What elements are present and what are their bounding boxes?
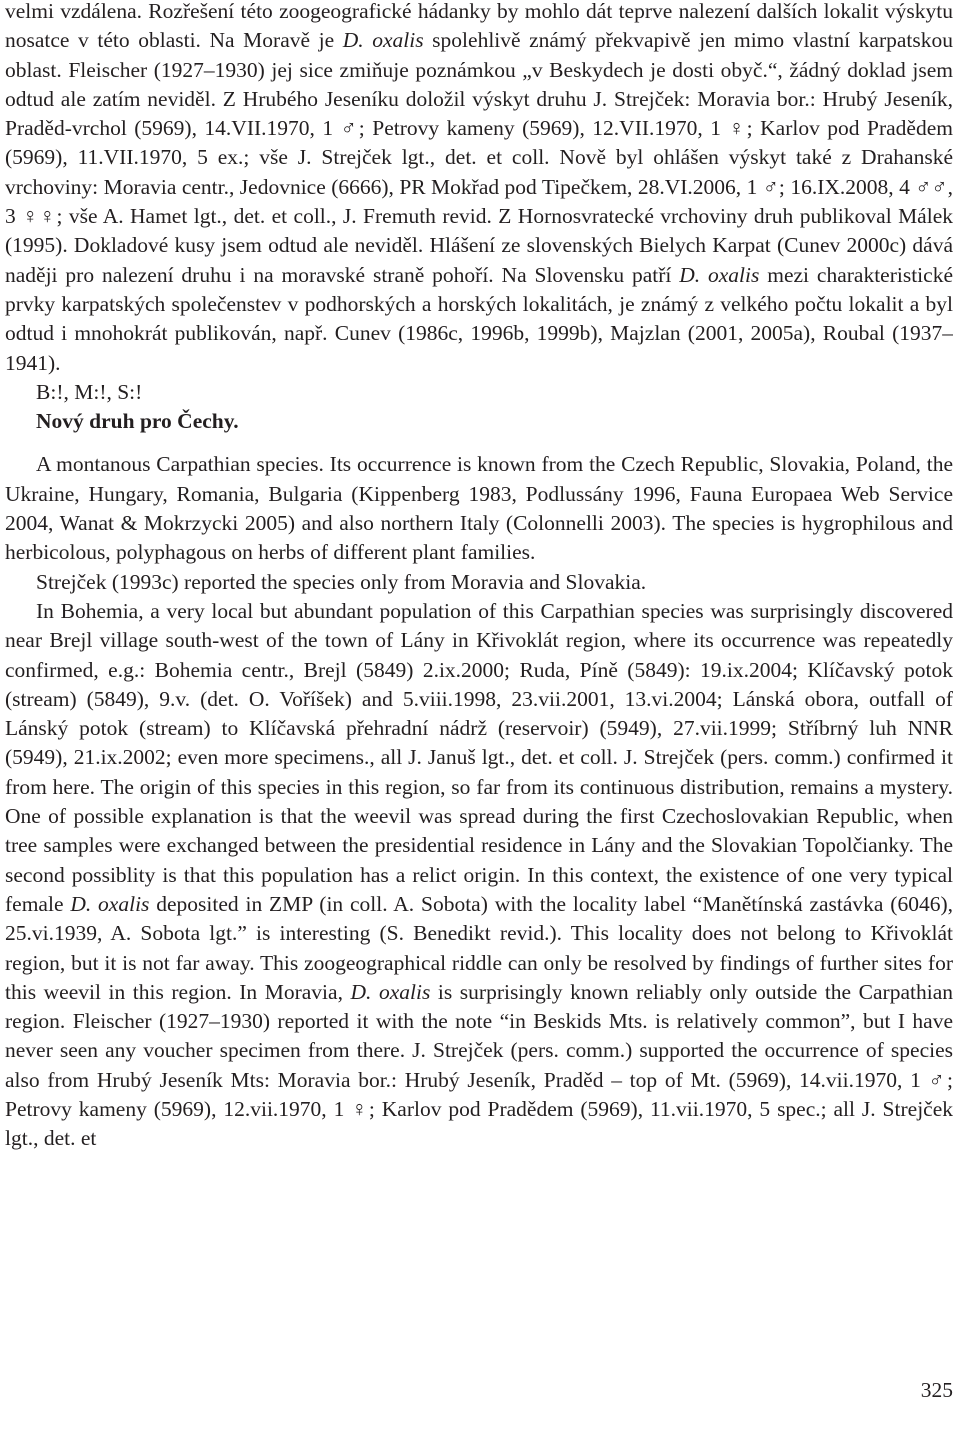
species-name: D. oxalis — [679, 262, 760, 287]
page — [5, 0, 953, 1440]
distribution-code: B:!, M:!, S:! — [36, 379, 143, 404]
new-species-heading: Nový druh pro Čechy. — [36, 409, 239, 434]
text-run: is surprisingly known reliably only outside the Carpathian region. Fleischer (1927–1930) reported it with the note “in Beskids Mts. is relatively common”, but I have never seen any voucher specimen from there. J. Strejček (pers. comm.) supported the occurrence of species also from Hrubý Jeseník Mts: Moravia bor.: Hrubý Jeseník, Praděd – top of Mt. (5969), 14.vii.1970, 1 ♂; Petrovy kameny (5969), 12.vii.1970, 1 ♀; Karlov pod Pradědem (5969), 11.vii.1970, 5 spec.; all J. Strejček lgt., det. et — [5, 979, 953, 1151]
english-paragraph-2: Strejček (1993c) reported the species only from Moravia and Slovakia. — [36, 569, 647, 594]
english-paragraph-1: A montanous Carpathian species. Its occurrence is known from the Czech Republic, Slovakia, Poland, the Ukraine, Hungary, Romania, Bulgaria (Kippenberg 1983, Podlussány 1996, Fauna Europaea Web Service 2004, Wanat & Mokrzycki 2005) and also northern Italy (Colonnelli 2003). The species is hygrophilous and herbicolous, polyphagous on herbs of different plant families. — [5, 452, 953, 565]
species-name: D. oxalis — [350, 979, 431, 1004]
czech-paragraph — [5, 0, 953, 378]
species-name: D. oxalis — [342, 28, 424, 53]
text-run: deposited in ZMP (in coll. A. Sobota) with the locality label “Manětínská zastávka (6046), 25.vi.1939, A. Sobota lgt.” is interesting (S. Benedikt revid.). This locality does not belong to Křivoklát region, but it is not far away. This zoogeographical riddle can only be resolved by findings of further sites for this weevil in this region. In Moravia, — [5, 891, 953, 1004]
text-run: In Bohemia, a very local but abundant population of this Carpathian species was surprisingly discovered near Brejl village south-west of the town of Lány in Křivoklát region, where its occurrence was repeatedly confirmed, e.g.: Bohemia centr., Brejl (5849) 2.ix.2000; Ruda, Píně (5849): 19.ix.2004; Klíčavský potok (stream) (5849), 9.v. (det. O. Voříšek) and 5.viii.1998, 23.vii.2001, 13.vi.2004; Lánská obora, outfall of Lánský potok (stream) to Klíčavská přehradní nádrž (reservoir) (5949), 27.vii.1999; Stříbrný luh NNR (5949), 21.ix.2002; even more specimens., all J. Januš lgt., det. et coll. J. Strejček (pers. comm.) confirmed it from here. The origin of this species in this region, so far from its continuous distribution, remains a mystery. One of possible explanation is that the weevil was spread during the first Czechoslovakian Republic, when tree samples were exchanged between the presidential residence in Lány and the Slovakian Topolčianky. The second possiblity is that this population has a relict origin. In this context, the existence of one very typical female — [5, 598, 953, 916]
text-run: mezi charakteristické prvky karpatských společenstev v podhorských a horských lokalitách, je známý z velkého počtu lokalit a byl odtud i mnohokrát publikován, např. Cunev (1986c, 1996b, 1999b), Majzlan (2001, 2005a), Roubal (1937–1941). — [5, 262, 953, 375]
page-number: 325 — [920, 1378, 953, 1402]
text-run: velmi vzdálena. Rozřešení této zoogeografické hádanky by mohlo dát teprve nalezení dalších lokalit výskytu nosatce v této oblasti. Na Moravě je — [5, 0, 953, 53]
species-name: D. oxalis — [70, 891, 150, 916]
english-paragraph-3 — [5, 597, 953, 1154]
text-run: spolehlivě známý překvapivě jen mimo vlastní karpatskou oblast. Fleischer (1927–1930) jej sice zmiňuje poznámkou „v Beskydech je dosti obyč.“, žádný doklad jsem odtud ale zatím neviděl. Z Hrubého Jeseníku doložil výskyt druhu J. Strejček: Moravia bor.: Hrubý Jeseník, Praděd-vrchol (5969), 14.VII.1970, 1 ♂; Petrovy kameny (5969), 12.VII.1970, 1 ♀; Karlov pod Pradědem (5969), 11.VII.1970, 5 ex.; vše J. Strejček lgt., det. et coll. Nově byl ohlášen výskyt také z Drahanské vrchoviny: Moravia centr., Jedovnice (6666), PR Mokřad pod Tipečkem, 28.VI.2006, 1 ♂; 16.IX.2008, 4 ♂♂, 3 ♀♀; vše A. Hamet lgt., det. et coll., J. Fremuth revid. Z Hornosvratecké vrchoviny druh publikoval Málek (1995). Dokladové kusy jsem odtud ale neviděl. Hlášení ze slovenských Bielych Karpat (Cunev 2000c) dává naději pro nalezení druhu i na moravské straně pohoří. Na Slovensku patří — [5, 28, 953, 287]
